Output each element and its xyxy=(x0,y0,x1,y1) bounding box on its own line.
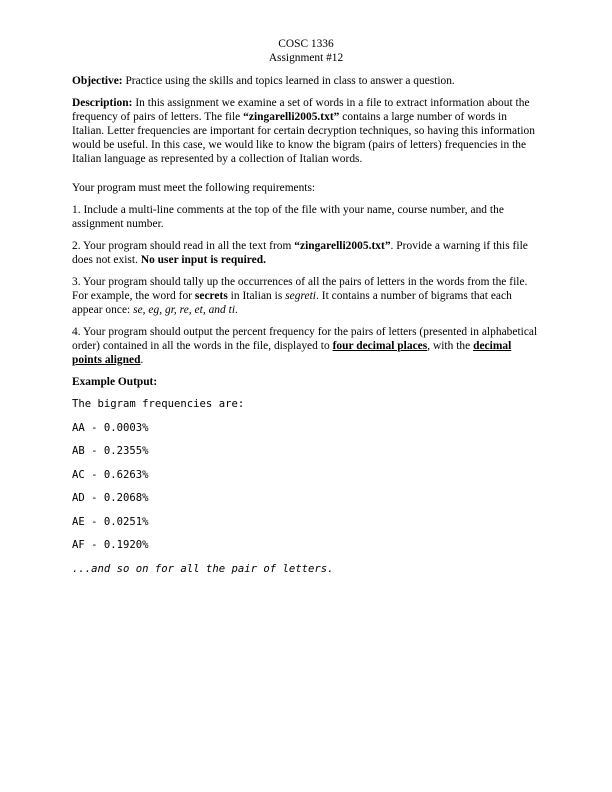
requirement-3-word: secrets xyxy=(194,290,228,302)
description-text-1: In this assignment we examine a set of words in a file to extract information about the frequency of pairs of letters. The file xyxy=(72,97,530,123)
example-output-line: AC - 0.6263% xyxy=(72,468,149,481)
objective-text: Practice using the skills and topics learned in class to answer a question. xyxy=(122,75,455,87)
requirement-1: 1. Include a multi-line comments at the top of the file with your name, course number, and the assignment number. xyxy=(72,204,504,230)
example-output-line: AA - 0.0003% xyxy=(72,421,149,434)
requirement-3-bigrams: se, eg, gr, re, et, and ti xyxy=(133,304,236,316)
requirement-4-end: . xyxy=(140,354,144,366)
requirement-3-text-1: 3. Your program should tally up the occurrences of all the pairs of letters in the words from the file. For example, the word for xyxy=(72,276,528,302)
example-output-line: AD - 0.2068% xyxy=(72,492,149,504)
requirement-4-text-2: , with the xyxy=(427,340,474,352)
requirement-4 xyxy=(72,325,540,367)
description-paragraph xyxy=(72,96,540,166)
requirement-4-text-1: 4. Your program should output the percent frequency for the pairs of letters (presented in alphabetical order) contained in all the words in the file, displayed to xyxy=(72,326,538,352)
requirement-2 xyxy=(72,239,540,267)
objective-label: Objective: xyxy=(72,75,123,87)
requirement-3-text-2: in Italian is xyxy=(227,290,286,302)
requirement-3 xyxy=(72,275,540,317)
objective-paragraph xyxy=(72,74,540,88)
example-output-line: AE - 0.0251% xyxy=(72,515,149,528)
requirement-2-no-input: No user input is required. xyxy=(140,254,266,266)
requirement-3-italian-word: segreti xyxy=(285,290,316,302)
example-output-line: AF - 0.1920% xyxy=(72,539,149,551)
requirement-2-text-1: 2. Your program should read in all the text from xyxy=(72,240,295,252)
example-output-trailer: ...and so on for all the pair of letters. xyxy=(72,562,334,575)
course-code: COSC 1336 xyxy=(278,38,334,50)
description-label: Description: xyxy=(72,97,133,109)
example-output-line: AB - 0.2355% xyxy=(72,445,149,457)
requirement-4-decimal-aligned: decimal points aligned xyxy=(72,340,512,366)
document-header xyxy=(72,37,540,65)
description-text-2: contains a large number of words in Italian. Letter frequencies are important for certain decryption techniques, so having this information would be useful. In this case, we would like to know the bigram (pairs of letters) frequencies in the Italian language as represented by a collection of Italian words. xyxy=(72,111,535,165)
description-file-name: “zingarelli2005.txt” xyxy=(243,111,340,123)
example-output-intro: The bigram frequencies are: xyxy=(72,398,245,410)
requirement-2-file-name: “zingarelli2005.txt” xyxy=(294,240,391,252)
requirement-2-text-2: . Provide a warning if this file does not exist. xyxy=(72,240,528,266)
requirements-intro: Your program must meet the following requirements: xyxy=(72,182,316,194)
assignment-number: Assignment #12 xyxy=(268,52,344,64)
requirement-3-end: . xyxy=(235,304,238,316)
example-output-label xyxy=(72,375,540,389)
requirement-3-text-3: . It contains a number of bigrams that each appear once: xyxy=(72,290,512,316)
example-output-label-text: Example Output: xyxy=(72,376,158,388)
assignment-page xyxy=(72,37,540,585)
requirement-4-decimal-places: four decimal places xyxy=(332,340,428,352)
